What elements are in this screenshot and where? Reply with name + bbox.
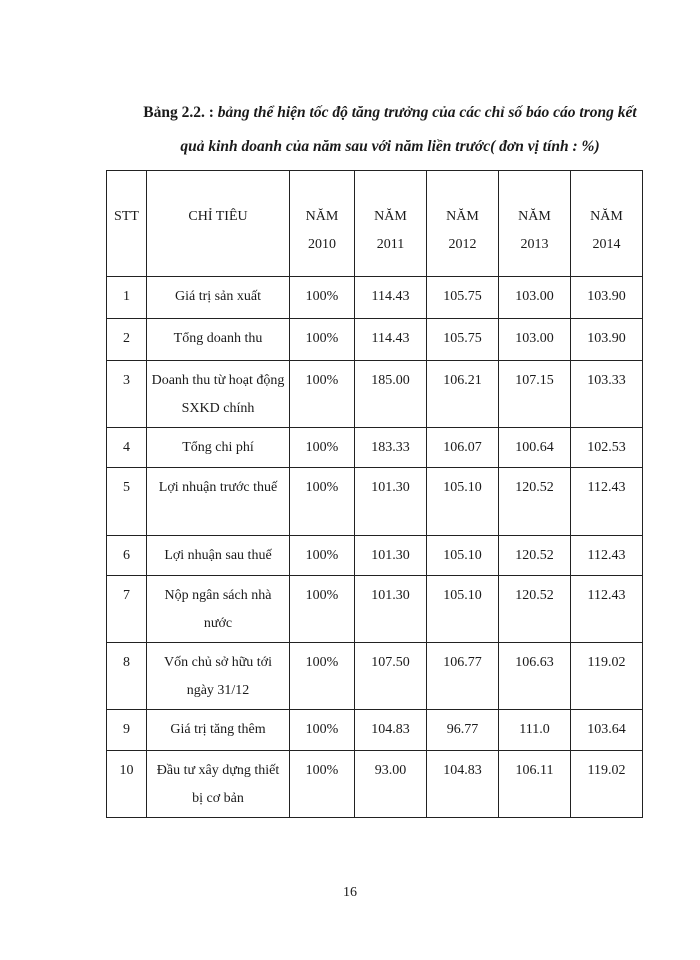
cell-2011: 107.50	[355, 643, 427, 710]
cell-2014: 102.53	[571, 428, 643, 468]
cell-2013: 103.00	[499, 319, 571, 361]
header-year-label: NĂM	[374, 209, 407, 224]
cell-stt: 6	[107, 536, 147, 576]
header-year-value: 2011	[376, 237, 405, 252]
caption-prefix: Bảng 2.2. :	[143, 104, 218, 121]
page-number: 16	[343, 885, 357, 900]
cell-2012: 106.77	[427, 643, 499, 710]
cell-stt: 10	[107, 751, 147, 818]
table-row	[107, 751, 643, 818]
cell-2010: 100%	[290, 576, 355, 643]
cell-2013: 120.52	[499, 536, 571, 576]
cell-2013: 120.52	[499, 468, 571, 536]
cell-stt: 2	[107, 319, 147, 361]
cell-2012: 96.77	[427, 710, 499, 751]
table-row	[107, 361, 643, 428]
header-year-2011	[355, 171, 427, 277]
cell-2014: 103.90	[571, 277, 643, 319]
cell-label: Đầu tư xây dựng thiết bị cơ bản	[147, 751, 290, 818]
cell-2011: 114.43	[355, 277, 427, 319]
cell-stt: 8	[107, 643, 147, 710]
cell-2011: 101.30	[355, 468, 427, 536]
table-row	[107, 643, 643, 710]
header-year-value: 2014	[592, 237, 621, 252]
cell-2011: 104.83	[355, 710, 427, 751]
growth-table	[106, 170, 643, 818]
header-year-value: 2013	[520, 237, 549, 252]
cell-stt: 1	[107, 277, 147, 319]
caption-line-2: quả kinh doanh của năm sau với năm liền trước( đơn vị tính : %)	[180, 138, 600, 155]
cell-2012: 105.75	[427, 277, 499, 319]
table-row	[107, 710, 643, 751]
header-year-value: 2010	[308, 237, 336, 252]
cell-2010: 100%	[290, 751, 355, 818]
cell-2010: 100%	[290, 277, 355, 319]
caption-line1-text: bảng thể hiện tốc độ tăng trưởng của các chỉ số báo cáo trong kết	[217, 104, 637, 121]
cell-2012: 105.10	[427, 576, 499, 643]
cell-label: Giá trị sản xuất	[147, 277, 290, 319]
cell-label: Lợi nhuận sau thuế	[147, 536, 290, 576]
cell-2011: 183.33	[355, 428, 427, 468]
header-row	[107, 171, 643, 277]
cell-2014: 119.02	[571, 751, 643, 818]
header-year-2013	[499, 171, 571, 277]
cell-2011: 101.30	[355, 536, 427, 576]
cell-2013: 111.0	[499, 710, 571, 751]
cell-2013: 106.11	[499, 751, 571, 818]
cell-2013: 106.63	[499, 643, 571, 710]
cell-2013: 100.64	[499, 428, 571, 468]
cell-2011: 114.43	[355, 319, 427, 361]
table-row	[107, 277, 643, 319]
cell-2010: 100%	[290, 361, 355, 428]
cell-2010: 100%	[290, 319, 355, 361]
cell-2013: 120.52	[499, 576, 571, 643]
cell-2010: 100%	[290, 710, 355, 751]
cell-label: Giá trị tăng thêm	[147, 710, 290, 751]
table-caption	[110, 96, 670, 164]
header-year-label: NĂM	[446, 209, 479, 224]
cell-2010: 100%	[290, 536, 355, 576]
cell-label: Tổng doanh thu	[147, 319, 290, 361]
caption-line-1	[110, 96, 670, 130]
header-stt-label: STT	[114, 209, 139, 224]
cell-2012: 104.83	[427, 751, 499, 818]
table-row	[107, 468, 643, 536]
cell-stt: 5	[107, 468, 147, 536]
cell-2013: 103.00	[499, 277, 571, 319]
table-row	[107, 428, 643, 468]
cell-2014: 112.43	[571, 536, 643, 576]
header-year-label: NĂM	[518, 209, 551, 224]
header-chi-tieu	[147, 171, 290, 277]
cell-label: Tổng chi phí	[147, 428, 290, 468]
cell-2014: 103.90	[571, 319, 643, 361]
cell-2012: 106.07	[427, 428, 499, 468]
table-row	[107, 319, 643, 361]
cell-2011: 101.30	[355, 576, 427, 643]
cell-2011: 93.00	[355, 751, 427, 818]
cell-stt: 4	[107, 428, 147, 468]
table-row	[107, 536, 643, 576]
table-container	[106, 170, 643, 818]
header-year-2014	[571, 171, 643, 277]
table-row	[107, 576, 643, 643]
header-year-2012	[427, 171, 499, 277]
cell-2010: 100%	[290, 643, 355, 710]
header-chi-tieu-label: CHỈ TIÊU	[188, 209, 248, 224]
cell-2010: 100%	[290, 468, 355, 536]
header-year-label: NĂM	[590, 209, 623, 224]
cell-stt: 3	[107, 361, 147, 428]
header-year-label: NĂM	[305, 209, 339, 224]
cell-2014: 112.43	[571, 576, 643, 643]
cell-2014: 103.64	[571, 710, 643, 751]
cell-2013: 107.15	[499, 361, 571, 428]
cell-2011: 185.00	[355, 361, 427, 428]
cell-2014: 119.02	[571, 643, 643, 710]
cell-label: Lợi nhuận trước thuế	[147, 468, 290, 536]
cell-stt: 7	[107, 576, 147, 643]
header-year-2010	[290, 171, 355, 277]
cell-stt: 9	[107, 710, 147, 751]
cell-2010: 100%	[290, 428, 355, 468]
cell-2012: 106.21	[427, 361, 499, 428]
cell-label: Vốn chủ sở hữu tới ngày 31/12	[147, 643, 290, 710]
cell-2014: 112.43	[571, 468, 643, 536]
cell-2012: 105.10	[427, 536, 499, 576]
header-year-value: 2012	[448, 237, 477, 252]
header-stt	[107, 171, 147, 277]
cell-2012: 105.75	[427, 319, 499, 361]
cell-label: Nộp ngân sách nhà nước	[147, 576, 290, 643]
cell-2014: 103.33	[571, 361, 643, 428]
cell-label: Doanh thu từ hoạt động SXKD chính	[147, 361, 290, 428]
cell-2012: 105.10	[427, 468, 499, 536]
